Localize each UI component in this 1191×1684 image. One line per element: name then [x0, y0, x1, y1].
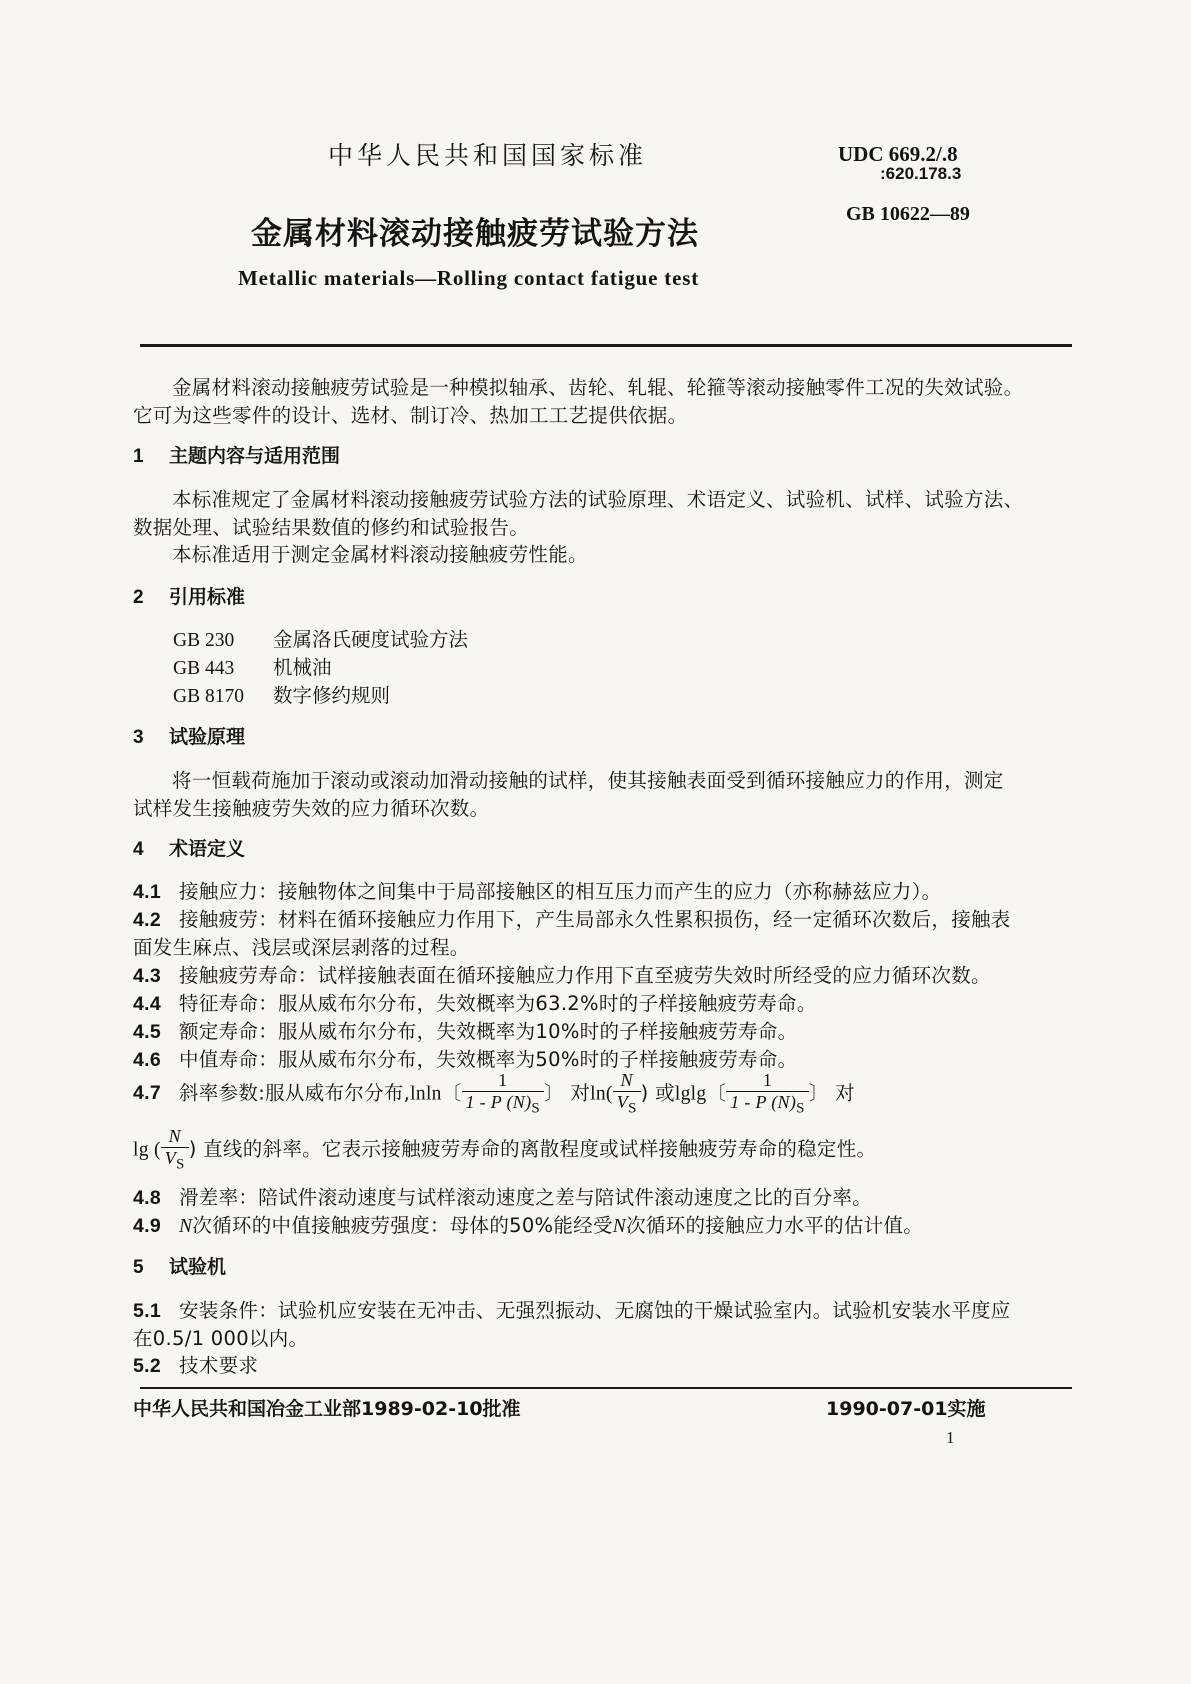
or-word: 或	[655, 1081, 675, 1105]
clause-5-1-line-2: 在0.5/1 000以内。	[133, 1327, 309, 1350]
definition-text: 滑差率：陪试件滚动速度与试样滚动速度之差与陪试件滚动速度之比的百分率。	[179, 1186, 873, 1209]
clause-number: 5.2	[133, 1355, 162, 1377]
ln-symbol: ln(	[590, 1083, 613, 1105]
versus-word: 对	[570, 1081, 591, 1105]
subscript-s: S	[531, 1100, 541, 1117]
definition-text-a: 次循环的中值接触疲劳强度：母体的50%能经受	[192, 1214, 613, 1237]
s1-p1-line-2: 数据处理、试验结果数值的修约和试验报告。	[133, 516, 530, 539]
definition-4-7-tail: 直线的斜率。它表示接触疲劳寿命的离散程度或试样接触疲劳寿命的稳定性。	[203, 1137, 877, 1161]
section-3-number: 3	[133, 727, 144, 748]
clause-text: 技术要求	[179, 1354, 259, 1377]
s1-p2: 本标准适用于测定金属材料滚动接触疲劳性能。	[172, 543, 588, 566]
intro-line-1: 金属材料滚动接触疲劳试验是一种模拟轴承、齿轮、轧辊、轮箍等滚动接触零件工况的失效试验。	[172, 376, 1024, 399]
definition-text: 特征寿命：服从威布尔分布，失效概率为63.2%时的子样接触疲劳寿命。	[179, 992, 817, 1015]
reference-item	[173, 652, 332, 680]
bracket-close: 〕	[544, 1081, 564, 1105]
definition-4-2	[133, 904, 1011, 932]
gb-code: GB 10622—89	[846, 203, 970, 225]
definition-4-9	[133, 1210, 923, 1238]
intro-line-2: 它可为这些零件的设计、选材、制订冷、热加工工艺提供依据。	[133, 404, 688, 427]
section-2-title: 引用标准	[169, 586, 246, 608]
udc-line-2: :620.178.3	[880, 164, 962, 183]
definition-number: 4.8	[133, 1187, 162, 1209]
lnln-symbol: lnln〔	[410, 1083, 462, 1105]
v-symbol: V	[616, 1091, 629, 1112]
national-standard-heading: 中华人民共和国国家标准	[328, 141, 648, 170]
s3-line-1: 将一恒载荷施加于滚动或滚动加滑动接触的试样，使其接触表面受到循环接触应力的作用，测定	[172, 769, 1004, 792]
paren-close: )	[188, 1137, 197, 1161]
clause-5-2	[133, 1350, 258, 1378]
clause-number: 5.1	[133, 1300, 162, 1322]
clause-text: 安装条件：试验机应安装在无冲击、无强烈振动、无腐蚀的干燥试验室内。试验机安装水平度应	[179, 1299, 1011, 1322]
page-number: 1	[946, 1428, 955, 1447]
denominator-expression: 1 - P (N)	[730, 1091, 797, 1112]
definition-text: 额定寿命：服从威布尔分布，失效概率为10%时的子样接触疲劳寿命。	[179, 1020, 798, 1043]
n-symbol: N	[179, 1216, 193, 1237]
definition-4-7-line-2	[133, 1126, 876, 1174]
definition-text: 中值寿命：服从威布尔分布，失效概率为50%时的子样接触疲劳寿命。	[179, 1048, 798, 1071]
reference-name: 机械油	[273, 656, 332, 679]
section-1-heading	[133, 441, 340, 468]
udc-line-1: UDC 669.2/.8	[838, 142, 958, 166]
definition-4-6	[133, 1044, 797, 1072]
section-1-number: 1	[133, 446, 144, 467]
definition-number: 4.1	[133, 881, 162, 903]
n-symbol: N	[612, 1216, 627, 1237]
lg-symbol: lg (	[133, 1139, 161, 1161]
section-2-heading	[133, 582, 245, 609]
section-3-title: 试验原理	[169, 726, 246, 748]
reference-code: GB 8170	[173, 686, 244, 707]
definition-number: 4.9	[133, 1215, 162, 1237]
fraction-denominator	[726, 1091, 809, 1118]
section-5-number: 5	[133, 1257, 144, 1278]
subscript-s: S	[796, 1100, 805, 1117]
v-symbol: V	[164, 1147, 177, 1168]
title-en: Metallic materials—Rolling contact fatigue test	[238, 266, 699, 290]
reference-code: GB 230	[173, 630, 235, 651]
fraction-numerator: 1	[762, 1070, 773, 1090]
fraction-numerator: N	[168, 1126, 181, 1146]
footer-rule	[140, 1387, 1072, 1389]
definition-text: 接触应力：接触物体之间集中于局部接触区的相互压力而产生的应力（亦称赫兹应力）。	[179, 880, 942, 903]
section-4-number: 4	[133, 839, 144, 860]
header-rule	[140, 344, 1072, 347]
definition-number: 4.4	[133, 993, 162, 1015]
definition-4-3	[133, 960, 991, 988]
definition-4-1	[133, 876, 941, 904]
section-3-heading	[133, 722, 245, 749]
lglg-symbol: lglg〔	[674, 1083, 727, 1105]
reference-item	[173, 680, 390, 708]
fraction-n-over-vs	[613, 1070, 641, 1118]
section-5-title: 试验机	[169, 1256, 227, 1278]
section-4-title: 术语定义	[169, 838, 246, 860]
reference-code: GB 443	[173, 658, 235, 679]
clause-5-1	[133, 1295, 1011, 1323]
s1-p1-line-1: 本标准规定了金属材料滚动接触疲劳试验方法的试验原理、术语定义、试验机、试样、试验方法、	[172, 488, 1024, 511]
fraction-denominator	[613, 1091, 641, 1118]
definition-4-8	[133, 1182, 872, 1210]
reference-name: 数字修约规则	[273, 684, 391, 707]
versus-word: 对	[835, 1081, 855, 1105]
fraction-n-over-vs-2	[161, 1126, 189, 1174]
denominator-expression: 1 - P (N)	[465, 1091, 532, 1112]
definition-number: 4.3	[133, 965, 162, 987]
subscript-s: S	[628, 1100, 637, 1117]
fraction-numerator: 1	[498, 1070, 508, 1090]
section-4-heading	[133, 834, 245, 861]
s3-line-2: 试样发生接触疲劳失效的应力循环次数。	[133, 797, 490, 820]
definition-text: 接触疲劳：材料在循环接触应力作用下，产生局部永久性累积损伤，经一定循环次数后，接触表	[179, 908, 1011, 931]
definition-text: 接触疲劳寿命：试样接触表面在循环接触应力作用下直至疲劳失效时所经受的应力循环次数。	[179, 964, 991, 987]
paren-close: )	[640, 1081, 649, 1105]
bracket-close: 〕	[808, 1081, 829, 1105]
fraction-denominator	[161, 1147, 189, 1174]
definition-text-b: 次循环的接触应力水平的估计值。	[626, 1214, 924, 1237]
reference-item	[173, 624, 468, 652]
definition-4-2-line-2: 面发生麻点、浅层或深层剥落的过程。	[133, 936, 470, 959]
section-2-number: 2	[133, 587, 144, 608]
definition-4-5	[133, 1016, 797, 1044]
definition-number: 4.2	[133, 909, 162, 931]
reference-name: 金属洛氏硬度试验方法	[273, 628, 469, 651]
definition-lead: 斜率参数:服从威布尔分布,	[179, 1081, 411, 1105]
effective-date: 1990-07-01实施	[826, 1398, 986, 1420]
definition-number: 4.6	[133, 1049, 162, 1071]
definition-4-4	[133, 988, 817, 1016]
fraction-denominator	[462, 1091, 545, 1118]
section-1-title: 主题内容与适用范围	[169, 445, 341, 467]
fraction-numerator: N	[620, 1070, 633, 1090]
definition-number: 4.5	[133, 1021, 162, 1043]
fraction-failure-probability-2	[726, 1070, 809, 1118]
subscript-s: S	[176, 1156, 185, 1173]
approval-note: 中华人民共和国冶金工业部1989-02-10批准	[133, 1398, 521, 1420]
section-5-heading	[133, 1252, 226, 1279]
title-zh: 金属材料滚动接触疲劳试验方法	[251, 216, 699, 252]
fraction-failure-probability	[462, 1070, 545, 1118]
definition-number: 4.7	[133, 1082, 162, 1105]
definition-4-7	[133, 1070, 855, 1118]
